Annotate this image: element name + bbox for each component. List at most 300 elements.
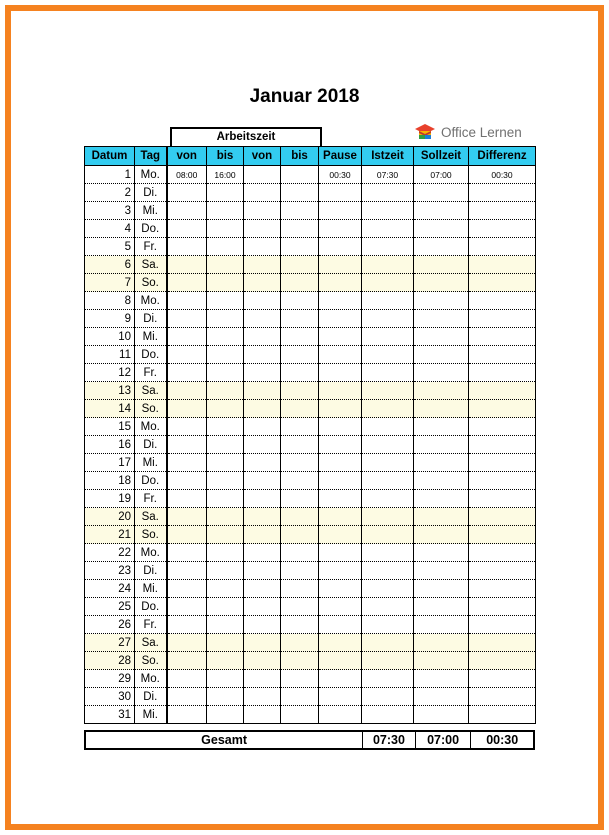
cell-bis-2[interactable]: [281, 220, 319, 238]
cell-pause[interactable]: [319, 364, 362, 382]
cell-pause[interactable]: [319, 184, 362, 202]
cell-von-2[interactable]: [244, 238, 281, 256]
cell-bis-2[interactable]: [281, 490, 319, 508]
cell-pause[interactable]: [319, 598, 362, 616]
cell-datum: 26: [85, 616, 135, 634]
cell-pause[interactable]: [319, 562, 362, 580]
cell-bis-2[interactable]: [281, 436, 319, 454]
header-von-1: von: [167, 147, 207, 166]
table-row: [85, 526, 536, 544]
cell-bis-2[interactable]: [281, 292, 319, 310]
totals-row: [84, 730, 535, 750]
cell-tag: Sa.: [135, 382, 167, 400]
totals-sollzeit: 07:00: [416, 732, 472, 748]
cell-istzeit: [362, 220, 414, 238]
table-row: [85, 562, 536, 580]
cell-von-1[interactable]: [167, 706, 207, 724]
cell-differenz: [469, 328, 536, 346]
cell-istzeit: [362, 364, 414, 382]
cell-sollzeit: [414, 220, 469, 238]
cell-von-1[interactable]: [167, 274, 207, 292]
cell-differenz: [469, 580, 536, 598]
cell-tag: Fr.: [135, 238, 167, 256]
cell-bis-2[interactable]: [281, 670, 319, 688]
cell-bis-1[interactable]: [207, 436, 244, 454]
cell-istzeit: [362, 454, 414, 472]
cell-bis-1[interactable]: [207, 490, 244, 508]
cell-istzeit: [362, 400, 414, 418]
cell-von-1[interactable]: [167, 670, 207, 688]
cell-tag: So.: [135, 274, 167, 292]
table-row: [85, 508, 536, 526]
cell-von-1[interactable]: [167, 490, 207, 508]
header-istzeit: Istzeit: [362, 147, 414, 166]
cell-von-1[interactable]: [167, 562, 207, 580]
cell-bis-2[interactable]: [281, 706, 319, 724]
cell-pause[interactable]: [319, 220, 362, 238]
cell-von-1[interactable]: [167, 382, 207, 400]
header-pause: Pause: [319, 147, 362, 166]
cell-von-1[interactable]: [167, 310, 207, 328]
cell-istzeit: [362, 202, 414, 220]
logo: [414, 122, 522, 142]
cell-von-2[interactable]: [244, 454, 281, 472]
table-row: [85, 292, 536, 310]
cell-bis-1[interactable]: [207, 670, 244, 688]
table-row: [85, 328, 536, 346]
cell-bis-2[interactable]: [281, 526, 319, 544]
cell-differenz: [469, 652, 536, 670]
cell-von-1[interactable]: [167, 652, 207, 670]
cell-differenz: [469, 364, 536, 382]
cell-pause[interactable]: [319, 526, 362, 544]
cell-tag: Mi.: [135, 706, 167, 724]
cell-datum: 24: [85, 580, 135, 598]
cell-bis-1[interactable]: [207, 220, 244, 238]
table-row: [85, 688, 536, 706]
cell-differenz: [469, 508, 536, 526]
cell-von-1[interactable]: [167, 472, 207, 490]
cell-von-2[interactable]: [244, 274, 281, 292]
cell-differenz: [469, 598, 536, 616]
cell-differenz: [469, 400, 536, 418]
cell-von-2[interactable]: [244, 436, 281, 454]
cell-von-1[interactable]: [167, 454, 207, 472]
cell-bis-2[interactable]: [281, 202, 319, 220]
cell-pause[interactable]: [319, 238, 362, 256]
graduation-cap-icon: [414, 123, 436, 141]
table-row: [85, 706, 536, 724]
cell-sollzeit: [414, 670, 469, 688]
cell-istzeit: [362, 508, 414, 526]
cell-bis-2[interactable]: [281, 616, 319, 634]
cell-differenz: [469, 346, 536, 364]
cell-bis-1[interactable]: [207, 256, 244, 274]
cell-bis-1[interactable]: [207, 616, 244, 634]
cell-bis-2[interactable]: [281, 472, 319, 490]
cell-datum: 8: [85, 292, 135, 310]
cell-bis-2[interactable]: [281, 688, 319, 706]
cell-von-1[interactable]: [167, 256, 207, 274]
cell-pause[interactable]: [319, 346, 362, 364]
cell-bis-1[interactable]: [207, 634, 244, 652]
cell-sollzeit: [414, 544, 469, 562]
header-datum: Datum: [85, 147, 135, 166]
cell-bis-1[interactable]: [207, 346, 244, 364]
cell-von-1[interactable]: [167, 616, 207, 634]
cell-istzeit: [362, 184, 414, 202]
cell-istzeit: [362, 418, 414, 436]
cell-bis-2[interactable]: [281, 310, 319, 328]
cell-differenz: [469, 238, 536, 256]
cell-differenz: [469, 688, 536, 706]
cell-datum: 6: [85, 256, 135, 274]
cell-sollzeit: [414, 472, 469, 490]
cell-von-2[interactable]: [244, 616, 281, 634]
totals-istzeit: 07:30: [363, 732, 416, 748]
cell-tag: Sa.: [135, 508, 167, 526]
cell-sollzeit: [414, 364, 469, 382]
cell-sollzeit: [414, 562, 469, 580]
cell-bis-1[interactable]: [207, 184, 244, 202]
cell-sollzeit: [414, 526, 469, 544]
cell-von-2[interactable]: [244, 346, 281, 364]
cell-pause[interactable]: [319, 634, 362, 652]
cell-bis-1[interactable]: [207, 310, 244, 328]
cell-datum: 14: [85, 400, 135, 418]
cell-istzeit: [362, 652, 414, 670]
cell-von-2[interactable]: [244, 544, 281, 562]
cell-bis-2[interactable]: [281, 454, 319, 472]
cell-bis-2[interactable]: [281, 346, 319, 364]
totals-label: Gesamt: [86, 732, 363, 748]
cell-pause[interactable]: [319, 382, 362, 400]
cell-tag: Sa.: [135, 634, 167, 652]
cell-datum: 30: [85, 688, 135, 706]
cell-sollzeit: [414, 202, 469, 220]
table-row: [85, 490, 536, 508]
cell-bis-2[interactable]: [281, 364, 319, 382]
cell-tag: Di.: [135, 436, 167, 454]
cell-pause[interactable]: [319, 292, 362, 310]
cell-von-1[interactable]: [167, 598, 207, 616]
cell-bis-1[interactable]: [207, 400, 244, 418]
cell-bis-1[interactable]: [207, 688, 244, 706]
cell-istzeit: [362, 688, 414, 706]
cell-von-2[interactable]: [244, 364, 281, 382]
cell-pause[interactable]: [319, 256, 362, 274]
cell-istzeit: [362, 670, 414, 688]
cell-pause[interactable]: [319, 508, 362, 526]
cell-sollzeit: [414, 454, 469, 472]
cell-differenz: [469, 616, 536, 634]
cell-von-1[interactable]: [167, 436, 207, 454]
cell-pause[interactable]: [319, 544, 362, 562]
cell-tag: Do.: [135, 598, 167, 616]
cell-datum: 27: [85, 634, 135, 652]
cell-tag: Mi.: [135, 202, 167, 220]
cell-datum: 20: [85, 508, 135, 526]
cell-tag: Do.: [135, 220, 167, 238]
calendar-table: [84, 146, 536, 724]
cell-sollzeit: [414, 580, 469, 598]
cell-datum: 2: [85, 184, 135, 202]
table-row: [85, 544, 536, 562]
cell-bis-1[interactable]: [207, 238, 244, 256]
cell-istzeit: [362, 292, 414, 310]
table-row: [85, 256, 536, 274]
table-row: [85, 454, 536, 472]
cell-von-1[interactable]: [167, 184, 207, 202]
cell-pause[interactable]: 00:30: [319, 166, 362, 184]
cell-von-2[interactable]: [244, 328, 281, 346]
cell-datum: 9: [85, 310, 135, 328]
table-row: [85, 418, 536, 436]
cell-von-2[interactable]: [244, 670, 281, 688]
cell-differenz: [469, 706, 536, 724]
cell-von-2[interactable]: [244, 220, 281, 238]
cell-istzeit: [362, 616, 414, 634]
cell-differenz: [469, 220, 536, 238]
cell-sollzeit: [414, 688, 469, 706]
header-von-2: von: [244, 147, 281, 166]
table-row: [85, 238, 536, 256]
cell-bis-1[interactable]: [207, 382, 244, 400]
cell-bis-1[interactable]: [207, 274, 244, 292]
cell-istzeit: [362, 436, 414, 454]
cell-bis-1[interactable]: [207, 418, 244, 436]
cell-von-2[interactable]: [244, 382, 281, 400]
cell-datum: 22: [85, 544, 135, 562]
table-row: [85, 382, 536, 400]
cell-von-1[interactable]: [167, 364, 207, 382]
cell-von-1[interactable]: [167, 238, 207, 256]
cell-pause[interactable]: [319, 580, 362, 598]
cell-von-2[interactable]: [244, 418, 281, 436]
cell-datum: 21: [85, 526, 135, 544]
cell-bis-2[interactable]: [281, 544, 319, 562]
cell-datum: 11: [85, 346, 135, 364]
table-row: [85, 670, 536, 688]
cell-von-1[interactable]: [167, 328, 207, 346]
cell-von-2[interactable]: [244, 562, 281, 580]
cell-bis-2[interactable]: [281, 166, 319, 184]
table-row: [85, 220, 536, 238]
cell-bis-1[interactable]: 16:00: [207, 166, 244, 184]
cell-bis-2[interactable]: [281, 508, 319, 526]
cell-von-2[interactable]: [244, 166, 281, 184]
cell-von-2[interactable]: [244, 598, 281, 616]
cell-bis-1[interactable]: [207, 526, 244, 544]
cell-bis-2[interactable]: [281, 634, 319, 652]
cell-von-2[interactable]: [244, 652, 281, 670]
cell-tag: Di.: [135, 184, 167, 202]
cell-bis-2[interactable]: [281, 256, 319, 274]
cell-sollzeit: [414, 238, 469, 256]
cell-differenz: [469, 634, 536, 652]
cell-von-2[interactable]: [244, 580, 281, 598]
cell-von-1[interactable]: [167, 418, 207, 436]
cell-bis-1[interactable]: [207, 454, 244, 472]
cell-sollzeit: [414, 508, 469, 526]
cell-pause[interactable]: [319, 418, 362, 436]
cell-von-2[interactable]: [244, 310, 281, 328]
cell-von-1[interactable]: [167, 292, 207, 310]
cell-differenz: 00:30: [469, 166, 536, 184]
cell-von-2[interactable]: [244, 202, 281, 220]
header-sollzeit: Sollzeit: [414, 147, 469, 166]
cell-von-2[interactable]: [244, 634, 281, 652]
cell-von-2[interactable]: [244, 706, 281, 724]
header-tag: Tag: [135, 147, 167, 166]
cell-pause[interactable]: [319, 616, 362, 634]
cell-von-2[interactable]: [244, 292, 281, 310]
cell-bis-1[interactable]: [207, 472, 244, 490]
cell-pause[interactable]: [319, 202, 362, 220]
cell-datum: 5: [85, 238, 135, 256]
cell-von-1[interactable]: [167, 220, 207, 238]
cell-pause[interactable]: [319, 490, 362, 508]
cell-datum: 25: [85, 598, 135, 616]
cell-tag: Do.: [135, 346, 167, 364]
cell-bis-2[interactable]: [281, 328, 319, 346]
cell-istzeit: [362, 490, 414, 508]
cell-istzeit: [362, 328, 414, 346]
cell-von-1[interactable]: [167, 346, 207, 364]
cell-pause[interactable]: [319, 472, 362, 490]
cell-istzeit: [362, 634, 414, 652]
cell-tag: Do.: [135, 472, 167, 490]
cell-von-1[interactable]: [167, 544, 207, 562]
cell-von-2[interactable]: [244, 490, 281, 508]
cell-tag: So.: [135, 652, 167, 670]
cell-von-2[interactable]: [244, 688, 281, 706]
cell-pause[interactable]: [319, 454, 362, 472]
cell-von-1[interactable]: [167, 580, 207, 598]
cell-differenz: [469, 454, 536, 472]
cell-pause[interactable]: [319, 328, 362, 346]
cell-von-1[interactable]: [167, 634, 207, 652]
cell-pause[interactable]: [319, 400, 362, 418]
cell-bis-2[interactable]: [281, 652, 319, 670]
cell-bis-1[interactable]: [207, 508, 244, 526]
cell-bis-2[interactable]: [281, 562, 319, 580]
cell-differenz: [469, 202, 536, 220]
cell-bis-1[interactable]: [207, 652, 244, 670]
cell-von-1[interactable]: [167, 508, 207, 526]
cell-bis-2[interactable]: [281, 238, 319, 256]
cell-bis-2[interactable]: [281, 184, 319, 202]
cell-bis-2[interactable]: [281, 382, 319, 400]
cell-von-1[interactable]: [167, 202, 207, 220]
page-title: Januar 2018: [249, 86, 360, 107]
cell-bis-1[interactable]: [207, 598, 244, 616]
cell-bis-2[interactable]: [281, 400, 319, 418]
cell-istzeit: [362, 526, 414, 544]
cell-von-2[interactable]: [244, 508, 281, 526]
cell-differenz: [469, 670, 536, 688]
cell-sollzeit: 07:00: [414, 166, 469, 184]
table-row: [85, 400, 536, 418]
table-row: [85, 652, 536, 670]
cell-tag: Mo.: [135, 418, 167, 436]
cell-istzeit: [362, 544, 414, 562]
cell-istzeit: [362, 310, 414, 328]
cell-bis-1[interactable]: [207, 580, 244, 598]
cell-sollzeit: [414, 652, 469, 670]
cell-von-2[interactable]: [244, 472, 281, 490]
cell-istzeit: [362, 382, 414, 400]
cell-von-1[interactable]: [167, 688, 207, 706]
cell-von-2[interactable]: [244, 400, 281, 418]
table-row: [85, 634, 536, 652]
cell-sollzeit: [414, 436, 469, 454]
cell-datum: 12: [85, 364, 135, 382]
cell-bis-2[interactable]: [281, 274, 319, 292]
cell-bis-1[interactable]: [207, 292, 244, 310]
cell-datum: 18: [85, 472, 135, 490]
cell-bis-1[interactable]: [207, 562, 244, 580]
cell-bis-2[interactable]: [281, 598, 319, 616]
cell-differenz: [469, 292, 536, 310]
cell-sollzeit: [414, 706, 469, 724]
cell-datum: 28: [85, 652, 135, 670]
cell-pause[interactable]: [319, 688, 362, 706]
cell-bis-2[interactable]: [281, 580, 319, 598]
cell-sollzeit: [414, 346, 469, 364]
cell-von-1[interactable]: [167, 400, 207, 418]
cell-differenz: [469, 472, 536, 490]
cell-bis-1[interactable]: [207, 706, 244, 724]
cell-von-1[interactable]: 08:00: [167, 166, 207, 184]
cell-datum: 13: [85, 382, 135, 400]
cell-von-1[interactable]: [167, 526, 207, 544]
cell-sollzeit: [414, 418, 469, 436]
cell-tag: Mo.: [135, 544, 167, 562]
cell-pause[interactable]: [319, 310, 362, 328]
cell-von-2[interactable]: [244, 256, 281, 274]
cell-pause[interactable]: [319, 436, 362, 454]
cell-sollzeit: [414, 184, 469, 202]
cell-pause[interactable]: [319, 670, 362, 688]
table-row: [85, 472, 536, 490]
cell-tag: Mi.: [135, 454, 167, 472]
cell-sollzeit: [414, 310, 469, 328]
cell-bis-1[interactable]: [207, 202, 244, 220]
cell-von-2[interactable]: [244, 184, 281, 202]
cell-bis-1[interactable]: [207, 364, 244, 382]
table-row: [85, 616, 536, 634]
cell-pause[interactable]: [319, 652, 362, 670]
cell-datum: 16: [85, 436, 135, 454]
cell-tag: Di.: [135, 310, 167, 328]
cell-von-2[interactable]: [244, 526, 281, 544]
cell-differenz: [469, 562, 536, 580]
header-row: [85, 147, 536, 166]
table-row: [85, 202, 536, 220]
cell-pause[interactable]: [319, 706, 362, 724]
cell-sollzeit: [414, 382, 469, 400]
cell-bis-1[interactable]: [207, 328, 244, 346]
cell-datum: 29: [85, 670, 135, 688]
cell-tag: Fr.: [135, 490, 167, 508]
cell-bis-2[interactable]: [281, 418, 319, 436]
cell-bis-1[interactable]: [207, 544, 244, 562]
cell-datum: 17: [85, 454, 135, 472]
cell-tag: So.: [135, 400, 167, 418]
cell-pause[interactable]: [319, 274, 362, 292]
cell-differenz: [469, 310, 536, 328]
